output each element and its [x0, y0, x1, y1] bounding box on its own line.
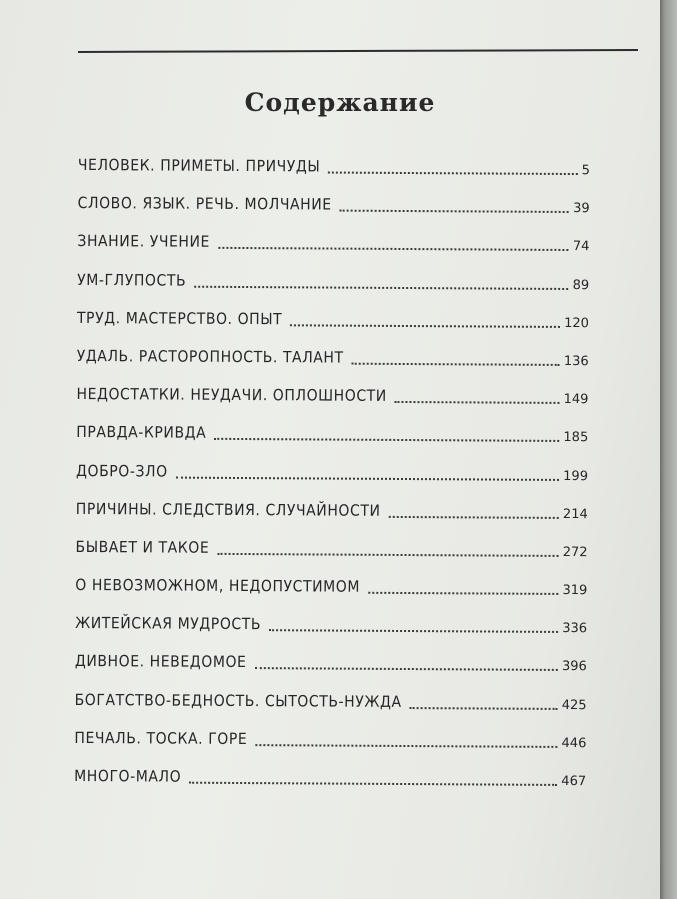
toc-entry — [76, 494, 588, 535]
toc-heading: Содержание — [244, 88, 436, 117]
header-rule — [78, 49, 638, 53]
dot-leader — [214, 418, 559, 442]
dot-leader — [255, 724, 557, 748]
toc-entry-page-number: 120 — [564, 315, 589, 331]
toc-entry — [74, 723, 586, 764]
toc-entry-page-number: 319 — [562, 583, 588, 599]
toc-entry-page-number: 425 — [561, 697, 587, 713]
toc-entry — [77, 226, 589, 267]
toc-entry-title: УДАЛЬ. РАСТОРОПНОСТЬ. ТАЛАНТ — [76, 346, 344, 367]
toc-entry-page-number: 74 — [572, 239, 590, 255]
dot-leader — [388, 496, 559, 519]
toc-entry-page-number: 149 — [563, 392, 589, 408]
dot-leader — [340, 190, 570, 213]
dot-leader — [290, 304, 560, 328]
toc-entry-title: НЕДОСТАТКИ. НЕУДАЧИ. ОПЛОШНОСТИ — [76, 385, 387, 406]
dot-leader — [395, 381, 560, 404]
toc-entry-page-number: 136 — [563, 353, 589, 370]
dot-leader — [352, 343, 560, 366]
toc-entry-title: БЫВАЕТ И ТАКОЕ — [75, 537, 210, 557]
toc-entry — [77, 303, 589, 344]
toc-entry — [77, 341, 589, 382]
toc-entry — [77, 265, 589, 306]
toc-entry-page-number: 396 — [561, 659, 587, 675]
toc-entry-page-number: 199 — [563, 468, 589, 484]
toc-entry — [75, 646, 587, 687]
toc-entry-page-number: 467 — [561, 773, 587, 790]
dot-leader — [194, 265, 569, 289]
toc-entry — [75, 532, 587, 573]
toc-entry-title: ДОБРО-ЗЛО — [75, 461, 168, 481]
toc-entry-title: ЖИТЕЙСКАЯ МУДРОСТЬ — [75, 614, 262, 634]
page-edge-shadow — [660, 0, 677, 899]
dot-leader — [410, 687, 558, 710]
toc-entry — [76, 379, 588, 420]
toc-entry — [75, 570, 587, 611]
dot-leader — [328, 152, 577, 176]
toc-entry — [76, 417, 588, 458]
toc-entry — [78, 188, 590, 229]
dot-leader — [368, 572, 559, 595]
dot-leader — [218, 227, 569, 251]
toc-entry-title: БОГАТСТВО-БЕДНОСТЬ. СЫТОСТЬ-НУЖДА — [74, 690, 402, 711]
toc-entry-page-number: 89 — [572, 277, 590, 293]
toc-entry-page-number: 336 — [562, 621, 588, 637]
toc-entry-title: О НЕВОЗМОЖНОМ, НЕДОПУСТИМОМ — [75, 576, 361, 596]
toc-entry — [75, 608, 587, 649]
toc-entry — [74, 761, 586, 802]
toc-entry-title: ТРУД. МАСТЕРСТВО. ОПЫТ — [76, 308, 283, 329]
dot-leader — [254, 648, 558, 672]
toc-entry-page-number: 272 — [562, 544, 588, 560]
toc-entry-page-number: 446 — [561, 735, 587, 751]
toc-list — [74, 150, 590, 802]
toc-entry-title: ПРИЧИНЫ. СЛЕДСТВИЯ. СЛУЧАЙНОСТИ — [75, 499, 381, 520]
toc-entry — [78, 150, 590, 191]
toc-entry-page-number: 185 — [563, 430, 589, 446]
toc-entry-page-number: 39 — [573, 201, 590, 217]
toc-entry-title: ЗНАНИЕ. УЧЕНИЕ — [77, 232, 211, 252]
toc-entry-title: ПЕЧАЛЬ. ТОСКА. ГОРЕ — [74, 728, 248, 748]
toc-entry-title: СЛОВО. ЯЗЫК. РЕЧЬ. МОЛЧАНИЕ — [77, 194, 332, 214]
dot-leader — [176, 456, 560, 480]
toc-entry-title: ЧЕЛОВЕК. ПРИМЕТЫ. ПРИЧУДЫ — [77, 155, 321, 176]
dot-leader — [269, 609, 558, 633]
toc-entry-page-number: 214 — [562, 506, 588, 522]
dot-leader — [189, 762, 557, 786]
toc-entry-title: ПРАВДА-КРИВДА — [76, 423, 207, 443]
toc-entry-title: МНОГО-МАЛО — [74, 766, 182, 786]
dot-leader — [217, 533, 559, 557]
toc-entry-title: УМ-ГЛУПОСТЬ — [77, 270, 187, 290]
toc-entry — [75, 685, 587, 726]
toc-entry — [76, 455, 588, 496]
toc-entry-page-number: 5 — [581, 163, 590, 179]
toc-entry-title: ДИВНОЕ. НЕВЕДОМОЕ — [74, 652, 247, 672]
